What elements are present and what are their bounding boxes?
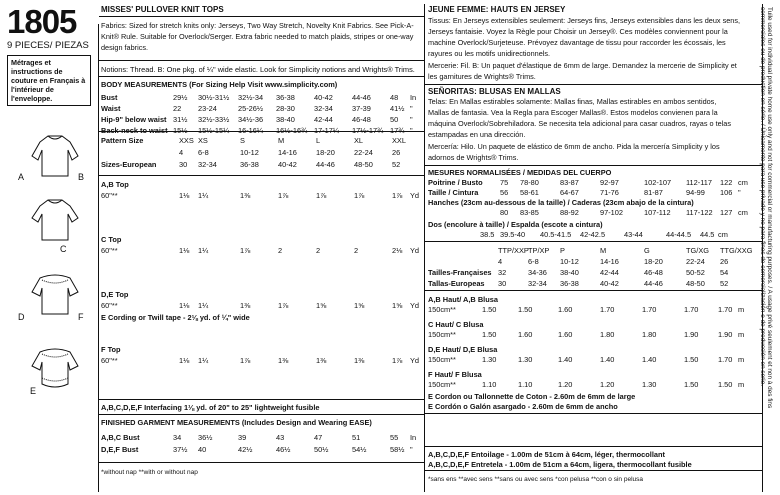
table-cell: 18-20 [316, 148, 335, 157]
title-fr: JEUNE FEMME: HAUTS EN JERSEY [428, 5, 566, 14]
table-cell: 36-38 [276, 93, 295, 102]
merceria-text: Mercería: Hilo. Un paquete de elástico de 6mm de ancho. Pida la mercería Simplicity y los adornos de Wrights® Trims. [428, 142, 720, 162]
table-cell: Hip-9" below waist [101, 115, 167, 124]
table-cell: Poitrine / Busto [428, 178, 483, 187]
pieces-count: 9 PIECES/ PIEZAS [7, 40, 89, 51]
table-cell: 44-44.5 [666, 230, 692, 239]
table-cell: 83-87 [560, 178, 579, 187]
table-cell: 32 [498, 268, 507, 277]
table-cell: 1.20 [558, 380, 573, 389]
table-cell: 1⅜ [240, 301, 251, 310]
table-cell: 48-50 [686, 279, 705, 288]
table-cell: 1⅞ [392, 356, 403, 365]
table-cell: 10-12 [560, 257, 579, 266]
left-divider [98, 24, 99, 492]
table-cell: 40-42 [278, 160, 297, 169]
table-cell: 14-16 [278, 148, 297, 157]
table-cell: 44-46 [352, 93, 371, 102]
table-cell: 36-38 [560, 279, 579, 288]
table-cell: 32½-33½ [198, 115, 230, 124]
table-cell: 1.50 [518, 305, 533, 314]
dos-label: Dos (encolure à taille) / Espalda (escote a cintura) [428, 220, 603, 229]
table-cell: Yd [410, 356, 420, 365]
table-cell: TP/XP [528, 246, 550, 255]
table-cell: 30½-31½ [198, 93, 230, 102]
table-cell: 22-24 [686, 257, 705, 266]
table-cell: Bust [101, 93, 118, 102]
table-cell: Pattern Size [101, 136, 144, 145]
table-cell: 40-42 [600, 279, 619, 288]
rule [99, 399, 424, 400]
table-cell: 32½-34 [238, 93, 264, 102]
table-cell: 54½ [352, 445, 367, 454]
rule [99, 16, 424, 17]
table-cell: 60"** [101, 246, 118, 255]
table-cell: A,B Haut/ A,B Blusa [428, 295, 498, 304]
view-label-e: E [30, 386, 37, 396]
table-cell: " [738, 188, 741, 197]
table-cell: 1.30 [518, 355, 533, 364]
table-cell: 46-48 [644, 268, 663, 277]
table-cell: 47 [314, 433, 323, 442]
table-cell: XXS [179, 136, 194, 145]
table-cell: 81-87 [644, 188, 663, 197]
footnote-en: *without nap **with or without nap [101, 469, 198, 476]
table-cell: 1⅞ [240, 246, 251, 255]
rule [425, 290, 762, 291]
table-cell: 122 [720, 178, 733, 187]
table-cell: Tallas-Europeas [428, 279, 485, 288]
rule [425, 446, 762, 447]
table-cell: 55 [390, 433, 399, 442]
table-cell: 1.70 [718, 305, 733, 314]
table-cell: cm [738, 208, 748, 217]
table-cell: 80 [500, 208, 509, 217]
table-cell: 60"** [101, 356, 118, 365]
view-a-b-sketch [32, 136, 78, 176]
view-label-d: D [18, 312, 25, 322]
table-cell: 107-112 [644, 208, 671, 217]
table-cell: 64-67 [560, 188, 579, 197]
table-cell: 51 [352, 433, 361, 442]
table-cell: cm [738, 178, 748, 187]
rule [99, 414, 424, 415]
table-cell: In [410, 93, 417, 102]
table-cell: 1⅛ [179, 301, 190, 310]
table-cell: 71-76 [600, 188, 619, 197]
table-cell: TG/XG [686, 246, 709, 255]
table-cell: 34 [173, 433, 182, 442]
table-cell: 127 [720, 208, 733, 217]
table-cell: 36½ [198, 433, 213, 442]
table-cell: 1⅜ [354, 356, 365, 365]
table-cell: 60"** [101, 301, 118, 310]
table-cell: 1⅞ [278, 191, 289, 200]
table-cell: 92-97 [600, 178, 619, 187]
table-cell: " [410, 104, 413, 113]
table-cell: 1.80 [600, 330, 615, 339]
table-cell: 1.30 [642, 380, 657, 389]
table-cell: 10-12 [240, 148, 259, 157]
table-cell: M [600, 246, 607, 255]
table-cell: 1.80 [642, 330, 657, 339]
table-cell: 32-34 [314, 104, 333, 113]
table-cell: 4 [498, 257, 503, 266]
pattern-number: 1805 [7, 3, 77, 40]
table-cell: 26 [392, 148, 401, 157]
table-cell: 52 [720, 279, 729, 288]
table-cell: 106 [720, 188, 733, 197]
table-cell: 30 [498, 279, 507, 288]
table-cell: m [738, 380, 745, 389]
table-cell: Waist [101, 104, 121, 113]
table-cell: F Haut/ F Blusa [428, 370, 482, 379]
table-cell: 75 [500, 178, 509, 187]
mercerie-text: Mercerie: Fil. B: Un paquet d'élastique de 6mm de large. Demandez la mercerie de Simplicity et les garnitures de Wrights® Trims. [428, 61, 737, 81]
table-cell: 150cm** [428, 305, 456, 314]
table-cell: 22-24 [354, 148, 373, 157]
table-cell: TTG/XXG [720, 246, 753, 255]
table-cell: 50 [390, 115, 399, 124]
table-cell: E Cording or Twill tape - 2⅛ yd. of ¼" wide [101, 313, 250, 322]
table-cell: 58½ [390, 445, 405, 454]
table-cell: 1.90 [718, 330, 733, 339]
table-cell: 1.70 [718, 355, 733, 364]
interfacing-text: A,B,C,D,E,F Interfacing 1⅛ yd. of 20" to 25" lightweight fusible [101, 403, 320, 412]
table-cell: 26 [720, 257, 729, 266]
view-d-f-sketch [32, 275, 78, 314]
table-cell: 1⅜ [316, 356, 327, 365]
table-cell: 34½-36 [238, 115, 264, 124]
table-cell: 112-117 [686, 178, 713, 187]
table-cell: 88-92 [560, 208, 579, 217]
table-cell: TTP/XXP [498, 246, 529, 255]
usage-notice: Tuile used for individual private home use only and not for commercial or manufacturing purposes. / A usage privé seulement et non à des fins commerciales ou de production en série. / Únicamente para uso privado y no para fines de comercialización o de producción en serie. [759, 7, 773, 409]
table-cell: 48 [390, 93, 399, 102]
table-cell: 46½ [276, 445, 291, 454]
table-cell: 42-44 [600, 268, 619, 277]
table-cell: 1.30 [482, 355, 497, 364]
table-cell: F Top [101, 345, 121, 354]
table-cell: 6-8 [528, 257, 539, 266]
table-cell: A,B,C Bust [101, 433, 140, 442]
table-cell: 22 [173, 104, 182, 113]
table-cell: Taille / Cintura [428, 188, 479, 197]
table-cell: 60"** [101, 191, 118, 200]
table-cell: 30 [179, 160, 188, 169]
table-cell: 1.60 [518, 330, 533, 339]
table-cell: 42-42.5 [580, 230, 606, 239]
table-cell: 1¼ [198, 246, 209, 255]
table-cell: XL [354, 136, 364, 145]
table-cell: 117-122 [686, 208, 713, 217]
entretela-text: A,B,C,D,E,F Entretela - 1.00m de 51cm a 64cm, ligera, thermocollant fusible [428, 460, 692, 469]
table-cell: 1⅞ [316, 191, 327, 200]
mesures-title: MESURES NORMALISÉES / MEDIDAS DEL CUERPO [428, 168, 612, 177]
table-cell: 1.50 [684, 380, 699, 389]
garment-sketches [18, 128, 98, 428]
table-cell: 44.5 [700, 230, 715, 239]
table-cell: 42½ [238, 445, 253, 454]
table-cell: 1⅞ [354, 191, 365, 200]
table-cell: 46-48 [352, 115, 371, 124]
table-cell: 38-40 [276, 115, 295, 124]
finished-title: FINISHED GARMENT MEASUREMENTS (Includes Design and Wearing EASE) [101, 418, 372, 427]
telas-text: Telas: En Mallas estirables solamente: Mallas finas, Mallas estirables en ambos sentidos, Mallas de fantasia. Vea la Regla para Escoger Mallas®. Estos modelos convienen para la máquina Overlock/Sobrehiladora. Se necesita tela adicional para casar cuadros, rayas o telas estampadas en una dirección. [428, 97, 731, 139]
table-cell: 32-34 [528, 279, 547, 288]
view-e-sketch [32, 349, 78, 387]
table-cell: 1.50 [684, 355, 699, 364]
view-label-c: C [60, 244, 67, 254]
table-cell: 50-52 [686, 268, 705, 277]
center-divider [424, 4, 425, 492]
table-cell: 1.10 [518, 380, 533, 389]
table-cell: 43-44 [624, 230, 643, 239]
table-cell: 44-46 [316, 160, 335, 169]
table-cell: 39 [238, 433, 247, 442]
table-cell: 36-38 [240, 160, 259, 169]
table-cell: 1.40 [600, 355, 615, 364]
table-cell: 1⅜ [240, 191, 251, 200]
rule [425, 470, 762, 471]
table-cell: 1¼ [198, 356, 209, 365]
table-cell: M [278, 136, 285, 145]
table-cell: 56 [500, 188, 509, 197]
fabrics-text: Fabrics: Sized for stretch knits only: Jerseys, Two Way Stretch, Novelty Knit Fabrics. See Pick-A- Knit® Rule. Suitable for Overlock/Serger. Extra fabric needed to match plaids, stripes or one-way design fabrics. [101, 21, 414, 52]
table-cell: " [410, 445, 413, 454]
table-cell: 1.40 [558, 355, 573, 364]
table-cell: Tailles-Françaises [428, 268, 492, 277]
table-cell: 48-50 [354, 160, 373, 169]
body-measurements-title: BODY MEASUREMENTS (For Sizing Help Visit www.simplicity.com) [101, 80, 338, 89]
rule [425, 241, 762, 242]
footnote-fr-es: *sans ens **avec sens **sans ou avec sens *con pelusa **con o sin pelusa [428, 476, 643, 483]
table-cell: 1.70 [642, 305, 657, 314]
table-cell: 1⅝ [316, 301, 327, 310]
table-cell: 37-39 [352, 104, 371, 113]
view-c-sketch [32, 200, 78, 240]
table-cell: Yd [410, 301, 420, 310]
table-cell: 32-34 [198, 160, 217, 169]
table-cell: 2 [354, 246, 359, 255]
rule [425, 84, 762, 85]
table-cell: 40.5-41.5 [540, 230, 572, 239]
table-cell: 1.50 [482, 305, 497, 314]
table-cell: 18-20 [644, 257, 663, 266]
table-cell: 34-36 [528, 268, 547, 277]
table-cell: 1⅞ [240, 356, 251, 365]
table-cell: XXL [392, 136, 406, 145]
table-cell: 1⅛ [179, 356, 190, 365]
table-cell: 31½ [173, 115, 188, 124]
table-cell: 1⅛ [179, 191, 190, 200]
table-cell: 23-24 [198, 104, 217, 113]
table-cell: Sizes-European [101, 160, 157, 169]
rule [99, 462, 424, 463]
table-cell: 6-8 [198, 148, 209, 157]
table-cell: L [316, 136, 321, 145]
table-cell: 1.50 [718, 380, 733, 389]
table-cell: 42-44 [314, 115, 333, 124]
table-cell: 40 [198, 445, 207, 454]
rule [99, 60, 424, 61]
rule [99, 76, 424, 77]
table-cell: 44-46 [644, 279, 663, 288]
table-cell: 94-99 [686, 188, 705, 197]
table-cell: 54 [720, 268, 729, 277]
rule [99, 175, 424, 176]
cordon-es: E Cordón o Galón asargado - 2.60m de 6mm de ancho [428, 402, 618, 411]
table-cell: 1¼ [198, 191, 209, 200]
table-cell: m [738, 305, 745, 314]
table-cell: Yd [410, 246, 420, 255]
rule [425, 413, 762, 414]
table-cell: Yd [410, 191, 420, 200]
table-cell: 50½ [314, 445, 329, 454]
table-cell: C Haut/ C Blusa [428, 320, 484, 329]
table-cell: 1.60 [558, 330, 573, 339]
table-cell: D,E,F Bust [101, 445, 139, 454]
table-cell: 14-16 [600, 257, 619, 266]
view-label-b: B [78, 172, 85, 182]
view-label-a: A [18, 172, 25, 182]
table-cell: 37½ [173, 445, 188, 454]
table-cell: G [644, 246, 650, 255]
rule [425, 165, 762, 166]
table-cell: 78-80 [520, 178, 539, 187]
table-cell: A,B Top [101, 180, 129, 189]
entoilage-text: A,B,C,D,E,F Entoilage - 1.00m de 51cm à 64cm, léger, thermocollant [428, 450, 665, 459]
table-cell: cm [718, 230, 728, 239]
table-cell: 4 [179, 148, 184, 157]
rule [99, 131, 424, 132]
tissus-text: Tissus: En Jerseys extensibles seulement: Jerseys fins, Jerseys extensibles dans les deux sens, Jerseys fantaisie. Voyez la Règle pour Choisir un Jersey®. Ces modèles conviennent pour la machine Overlock/Surjeteuse. Prévoyez davantage de tissu pour raccorder les écossais, les rayures ou les motifs unidirectionnels. [428, 16, 741, 58]
table-cell: m [738, 330, 745, 339]
table-cell: C Top [101, 235, 122, 244]
table-cell: 40-42 [314, 93, 333, 102]
table-cell: 1.50 [482, 330, 497, 339]
table-cell: 2 [278, 246, 283, 255]
table-cell: 25-26½ [238, 104, 264, 113]
table-cell: In [410, 433, 417, 442]
french-instructions-note: Métrages et instructions de couture en Français à l'intérieur de l'enveloppe. [7, 55, 91, 106]
table-cell: 150cm** [428, 330, 456, 339]
notions-text: Notions: Thread. B: One pkg. of ¼" wide elastic. Look for Simplicity notions and Wrights® Trims. [101, 65, 415, 74]
table-cell: 1.40 [642, 355, 657, 364]
title-en: MISSES' PULLOVER KNIT TOPS [101, 5, 224, 14]
table-cell: 29½ [173, 93, 188, 102]
table-cell: S [240, 136, 245, 145]
table-cell: 102-107 [644, 178, 672, 187]
table-cell: 1⅞ [278, 301, 289, 310]
table-cell: D,E Top [101, 290, 129, 299]
table-cell: P [560, 246, 565, 255]
table-cell: 1⅝ [354, 301, 365, 310]
table-cell: 150cm** [428, 380, 456, 389]
table-cell: 28-30 [276, 104, 295, 113]
table-cell: 38.5 [480, 230, 495, 239]
table-cell: 1¼ [198, 301, 209, 310]
table-cell: 83-85 [520, 208, 539, 217]
table-cell: 1⅛ [179, 246, 190, 255]
table-cell: 38-40 [560, 268, 579, 277]
table-cell: 1⅜ [278, 356, 289, 365]
table-cell: 1.20 [600, 380, 615, 389]
table-cell: 2 [316, 246, 321, 255]
table-cell: 1.90 [684, 330, 699, 339]
table-cell: 1.70 [684, 305, 699, 314]
table-cell: XS [198, 136, 208, 145]
table-cell: 43 [276, 433, 285, 442]
table-cell: " [410, 115, 413, 124]
table-cell: 52 [392, 160, 401, 169]
table-cell: 150cm** [428, 355, 456, 364]
table-cell: 97-102 [600, 208, 624, 217]
table-cell: 1.60 [558, 305, 573, 314]
table-cell: 1⅞ [392, 191, 403, 200]
table-cell: m [738, 355, 745, 364]
table-cell: 41½ [390, 104, 405, 113]
view-label-f: F [78, 312, 84, 322]
table-cell: 58-61 [520, 188, 539, 197]
cordon-fr: E Cordon ou Tallonnette de Coton - 2.60m de 6mm de large [428, 392, 636, 401]
title-es: SEÑORITAS: BLUSAS EN MALLAS [428, 87, 561, 96]
table-cell: D,E Haut/ D,E Blusa [428, 345, 498, 354]
table-cell: 1.70 [600, 305, 615, 314]
table-cell: 1⅝ [392, 301, 403, 310]
table-cell: 1.10 [482, 380, 497, 389]
hanches-label: Hanches (23cm au-dessous de la taille) / Caderas (23cm abajo de la cintura) [428, 198, 694, 207]
table-cell: 39.5-40 [500, 230, 526, 239]
table-cell: 2⅛ [392, 246, 403, 255]
